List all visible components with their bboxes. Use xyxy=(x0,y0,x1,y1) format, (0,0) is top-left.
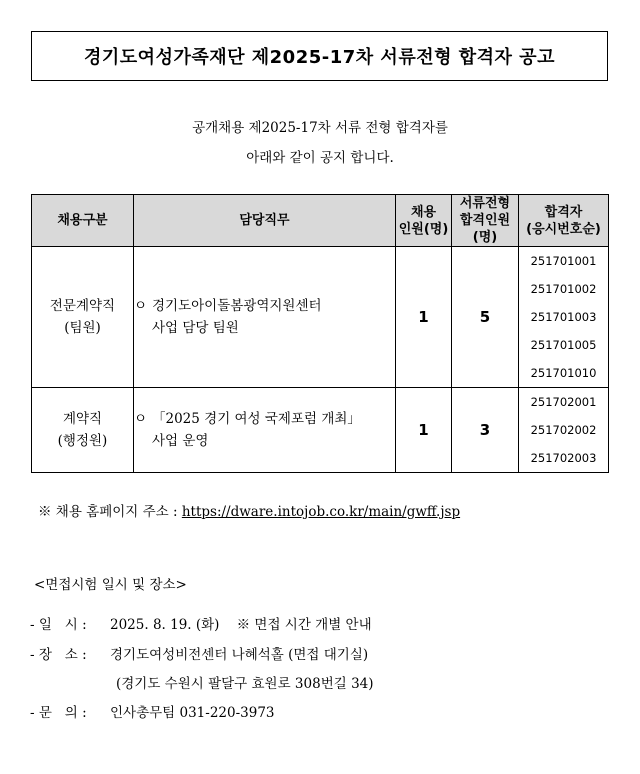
row-pass-count: 3 xyxy=(452,388,519,473)
header-applicant-ids: 합격자 (응시번호순) xyxy=(519,195,609,247)
bullet-mark: ㅇ xyxy=(134,298,148,314)
header-hire-count: 채용 인원(명) xyxy=(396,195,452,247)
row-duty: ㅇ 「2025 경기 여성 국제포럼 개최」 사업 운영 xyxy=(134,388,396,473)
applicant-id: 251701003 xyxy=(530,310,597,324)
interview-heading: <면접시험 일시 및 장소> xyxy=(34,577,187,593)
homepage-note: ※ 채용 홈페이지 주소 : https://dware.intojob.co.kr/main/gwff.jsp xyxy=(38,504,461,520)
homepage-link[interactable]: https://dware.intojob.co.kr/main/gwff.jsp xyxy=(181,504,461,520)
interview-contact: - 문 의 : 인사총무팀 031-220-3973 xyxy=(30,705,275,721)
row-duty: ㅇ 경기도아이돌봄광역지원센터 사업 담당 팀원 xyxy=(134,247,396,388)
table-row xyxy=(32,247,609,388)
row-hire-count: 1 xyxy=(396,247,452,388)
applicant-id: 251701001 xyxy=(530,254,597,268)
row-pass-count: 5 xyxy=(452,247,519,388)
interview-date: - 일 시 : 2025. 8. 19. (화) ※ 면접 시간 개별 안내 xyxy=(30,617,372,633)
interview-address: (경기도 수원시 팔달구 효원로 308번길 34) xyxy=(116,676,374,692)
row-applicant-ids xyxy=(519,247,609,388)
table-row xyxy=(32,388,609,473)
row-hire-count: 1 xyxy=(396,388,452,473)
intro-line-2: 아래와 같이 공지 합니다. xyxy=(246,150,394,166)
applicant-id: 251701002 xyxy=(530,282,597,296)
notice-title: 경기도여성가족재단 제2025-17차 서류전형 합격자 공고 xyxy=(31,31,608,81)
row-applicant-ids xyxy=(519,388,609,473)
interview-place: - 장 소 : 경기도여성비전센터 나혜석홀 (면접 대기실) xyxy=(30,647,369,663)
bullet-mark: ㅇ xyxy=(134,411,148,427)
table-header-row xyxy=(32,195,609,247)
header-category: 채용구분 xyxy=(32,195,134,247)
applicant-id: 251702002 xyxy=(530,423,597,437)
intro-line-1: 공개채용 제2025-17차 서류 전형 합격자를 xyxy=(192,120,448,136)
header-pass-count: 서류전형 합격인원(명) xyxy=(452,195,519,247)
row-category: 계약직 (행정원) xyxy=(32,388,134,473)
applicant-id: 251702001 xyxy=(530,395,597,409)
applicant-id: 251701005 xyxy=(530,338,597,352)
applicant-id: 251701010 xyxy=(530,366,597,380)
applicant-id: 251702003 xyxy=(530,451,597,465)
row-category: 전문계약직 (팀원) xyxy=(32,247,134,388)
result-table xyxy=(31,194,609,473)
header-duty: 담당직무 xyxy=(134,195,396,247)
